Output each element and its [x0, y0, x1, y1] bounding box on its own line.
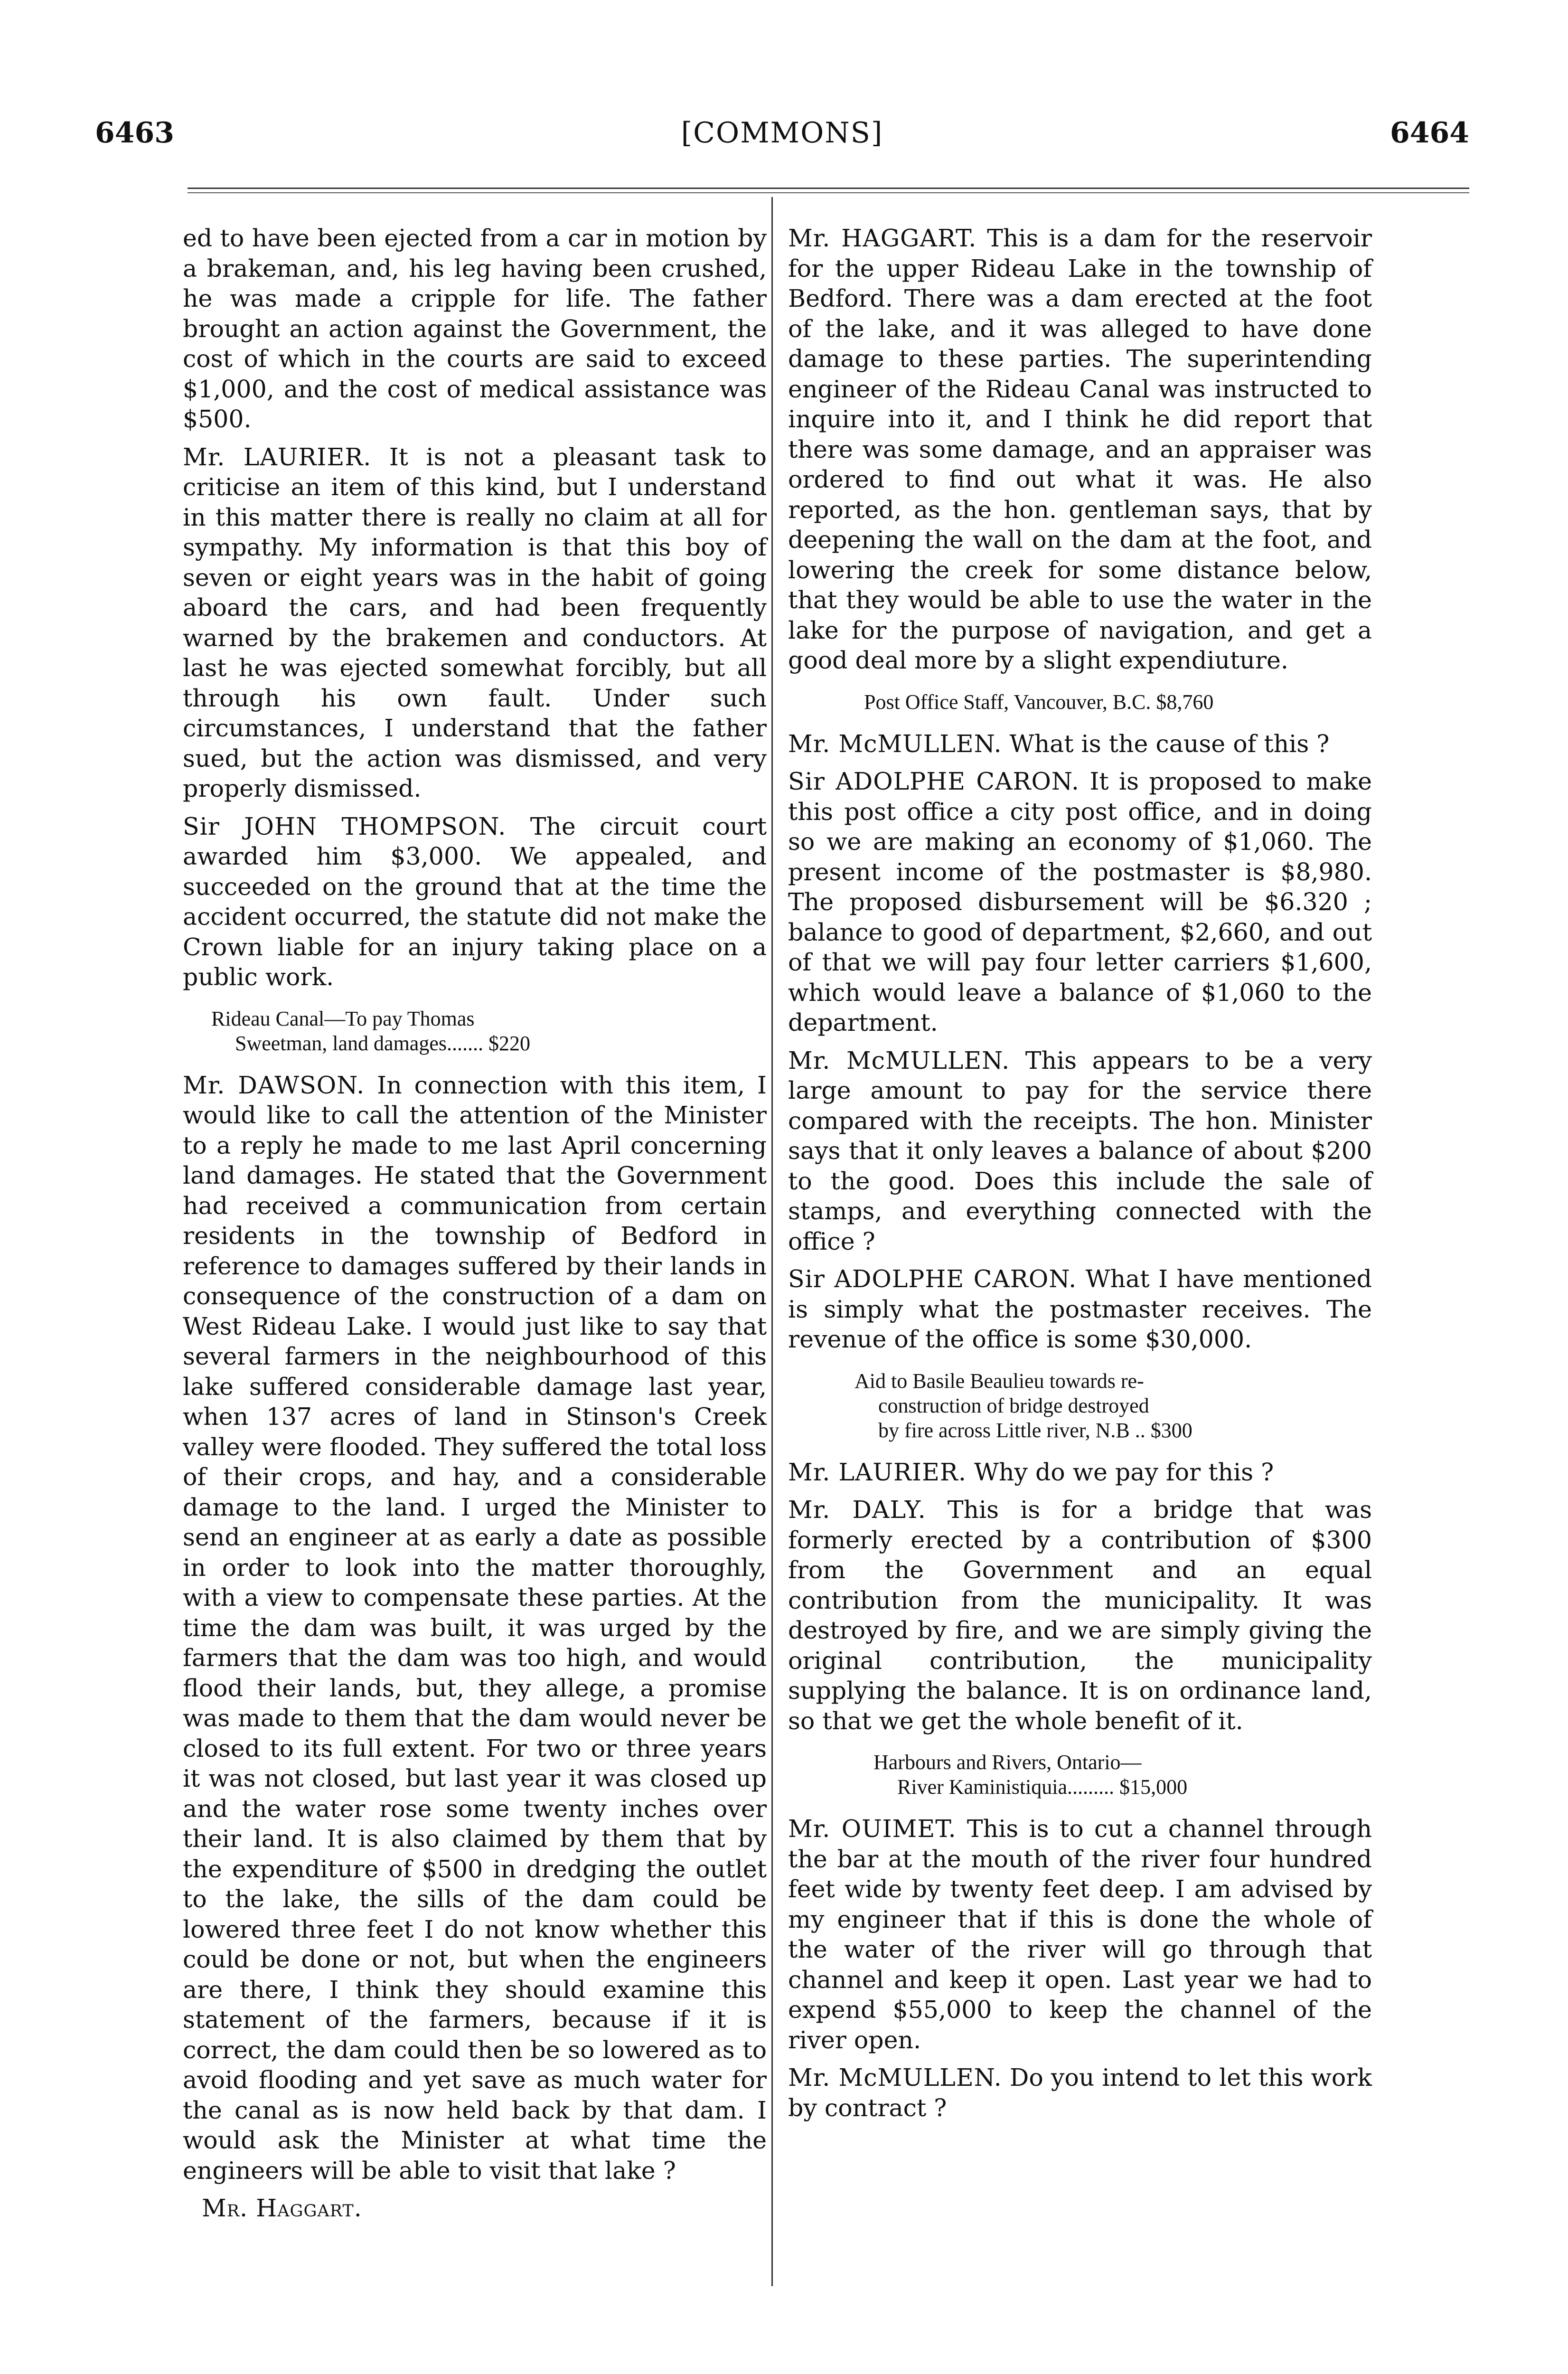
- paragraph: Mr. McMULLEN. Do you intend to let this work by contract ?: [788, 2063, 1372, 2122]
- speaker-name: Mr. HAGGART.: [788, 224, 977, 252]
- paragraph: Sir JOHN THOMPSON. The circuit court awarded him $3,000. We appealed, and succeeded on the ground that at the time the accident occurred, the statute did not make the Crown liable for an injury taking place on a public work.: [183, 812, 767, 991]
- paragraph: Mr. McMULLEN. What is the cause of this ?: [788, 729, 1330, 758]
- speaker-name: Mr. DAWSON.: [183, 1071, 365, 1099]
- right-column: [788, 223, 1372, 2130]
- estimate-item: Post Office Staff, Vancouver, B.C. $8,760: [864, 690, 1214, 714]
- header-rule-secondary: [188, 192, 1469, 193]
- speaker-name: Sir ADOLPHE CARON.: [788, 767, 1080, 795]
- paragraph: ed to have been ejected from a car in motion by a brakeman, and, his leg having been crushed, he was made a cripple for life. The father brought an action against the Government, the cost of which in the courts are said to exceed $1,000, and the cost of medical assistance was $500.: [183, 224, 767, 433]
- speaker-name: Mr. McMULLEN.: [788, 729, 1002, 758]
- paragraph: Mr. LAURIER. It is not a pleasant task to criticise an item of this kind, but I understand in this matter there is really no claim at all for sympathy. My information is that this boy of seven or eight years was in the habit of going aboard the cars, and had been frequently warned by the brakemen and conductors. At last he was ejected somewhat forcibly, but all through his own fault. Under such circumstances, I understand that the father sued, but the action was dismissed, and very properly dismissed.: [183, 443, 767, 802]
- paragraph: Mr. McMULLEN. This appears to be a very large amount to pay for the service there compared with the receipts. The hon. Minister says that it only leaves a balance of about $200 to the good. Does this include the sale of stamps, and everything connected with the office ?: [788, 1046, 1372, 1255]
- item-amount: $15,000: [1119, 1775, 1188, 1799]
- right-page-number: 6464: [1390, 116, 1469, 150]
- paragraph: Mr. OUIMET. This is to cut a channel through the bar at the mouth of the river four hundred feet wide by twenty feet deep. I am advised by my engineer that if this is done the whole of the water of the river will go through that channel and keep it open. Last year we had to expend $55,000 to keep the channel of the river open.: [788, 1815, 1372, 2054]
- item-amount: $220: [488, 1031, 530, 1055]
- speaker-name: Mr. LAURIER.: [183, 443, 372, 471]
- left-column: [183, 223, 767, 2231]
- paragraph: Sir ADOLPHE CARON. What I have mentioned is simply what the postmaster receives. The revenue of the office is some $30,000.: [788, 1265, 1372, 1353]
- estimate-item: Aid to Basile Beaulieu towards re- construction of bridge destroyed by fire across Little river, N.B .. $300: [854, 1369, 1192, 1442]
- speaker-name: Mr. OUIMET.: [788, 1815, 957, 1843]
- item-amount: $8,760: [1156, 690, 1214, 714]
- paragraph: [183, 2193, 767, 2223]
- page-header: [95, 116, 1469, 159]
- paragraph: Mr. DALY. This is for a bridge that was formerly erected by a contribution of $300 from the Government and an equal contribution from the municipality. It was destroyed by fire, and we are simply giving the original contribution, the municipality supplying the balance. It is on ordinance land, so that we get the whole benefit of it.: [788, 1496, 1372, 1735]
- speaker-name: Mr. LAURIER.: [788, 1458, 967, 1486]
- paragraph: Sir ADOLPHE CARON. It is proposed to make this post office a city post office, and in doing so we are making an economy of $1,060. The present income of the postmaster is $8,980. The proposed disbursement will be $6.320 ; balance to good of department, $2,660, and out of that we will pay four letter carriers $1,600, which would leave a balance of $1,060 to the department.: [788, 767, 1372, 1036]
- estimate-item: Harbours and Rivers, Ontario— River Kaministiquia......... $15,000: [873, 1751, 1188, 1799]
- paragraph: Mr. LAURIER. Why do we pay for this ?: [788, 1458, 1274, 1486]
- paragraph: Mr. HAGGART. This is a dam for the reservoir for the upper Rideau Lake in the township of Bedford. There was a dam erected at the foot of the lake, and it was alleged to have done damage to these parties. The superintending engineer of the Rideau Canal was instructed to inquire into it, and I think he did report that there was some damage, and an appraiser was ordered to find out what it was. He also reported, as the hon. gentleman says, that by deepening the wall on the dam at the foot, and lowering the creek for some distance below, that they would be able to use the water in the lake for the purpose of navigation, and get a good deal more by a slight expendiuture.: [788, 224, 1372, 674]
- page-title: [COMMONS]: [681, 116, 883, 150]
- header-rule: [188, 188, 1469, 189]
- column-divider: [771, 197, 773, 2286]
- paragraph: Mr. DAWSON. In connection with this item, I would like to call the attention of the Minister to a reply he made to me last April concerning land damages. He stated that the Government had received a communication from certain residents in the township of Bedford in reference to damages suffered by their lands in consequence of the construction of a dam on West Rideau Lake. I would just like to say that several farmers in the neighbourhood of this lake suffered considerable damage last year, when 137 acres of land in Stinson's Creek valley were flooded. They suffered the total loss of their crops, and hay, and a considerable damage to the land. I urged the Minister to send an engineer at as early a date as possible in order to look into the matter thoroughly, with a view to compensate these parties. At the time the dam was built, it was urged by the farmers that the dam was too high, and would flood their lands, but, they allege, a promise was made to them that the dam would never be closed to its full extent. For two or three years it was not closed, but last year it was closed up and the water rose some twenty inches over their land. It is also claimed by them that by the expenditure of $500 in dredging the outlet to the lake, the sills of the dam could be lowered three feet I do not know whether this could be done or not, but when the engineers are there, I think they should examine this statement of the farmers, because if it is correct, the dam could then be so lowered as to avoid flooding and yet save as much water for the canal as is now held back by that dam. I would ask the Minister at what time the engineers will be able to visit that lake ?: [183, 1071, 767, 2185]
- speaker-name: Sir ADOLPHE CARON.: [788, 1265, 1077, 1293]
- speaker-name: Mr. McMULLEN.: [788, 1046, 1010, 1074]
- speaker-name: Mr. McMULLEN.: [788, 2063, 1002, 2091]
- speaker-name: Sir JOHN THOMPSON.: [183, 812, 507, 840]
- speaker-name: Mr. Haggart.: [202, 2194, 362, 2222]
- estimate-item: Rideau Canal—To pay Thomas Sweetman, land damages....... $220: [211, 1007, 530, 1055]
- speaker-name: Mr. DALY.: [788, 1496, 926, 1524]
- item-amount: $300: [1150, 1418, 1192, 1442]
- left-page-number: 6463: [95, 116, 174, 150]
